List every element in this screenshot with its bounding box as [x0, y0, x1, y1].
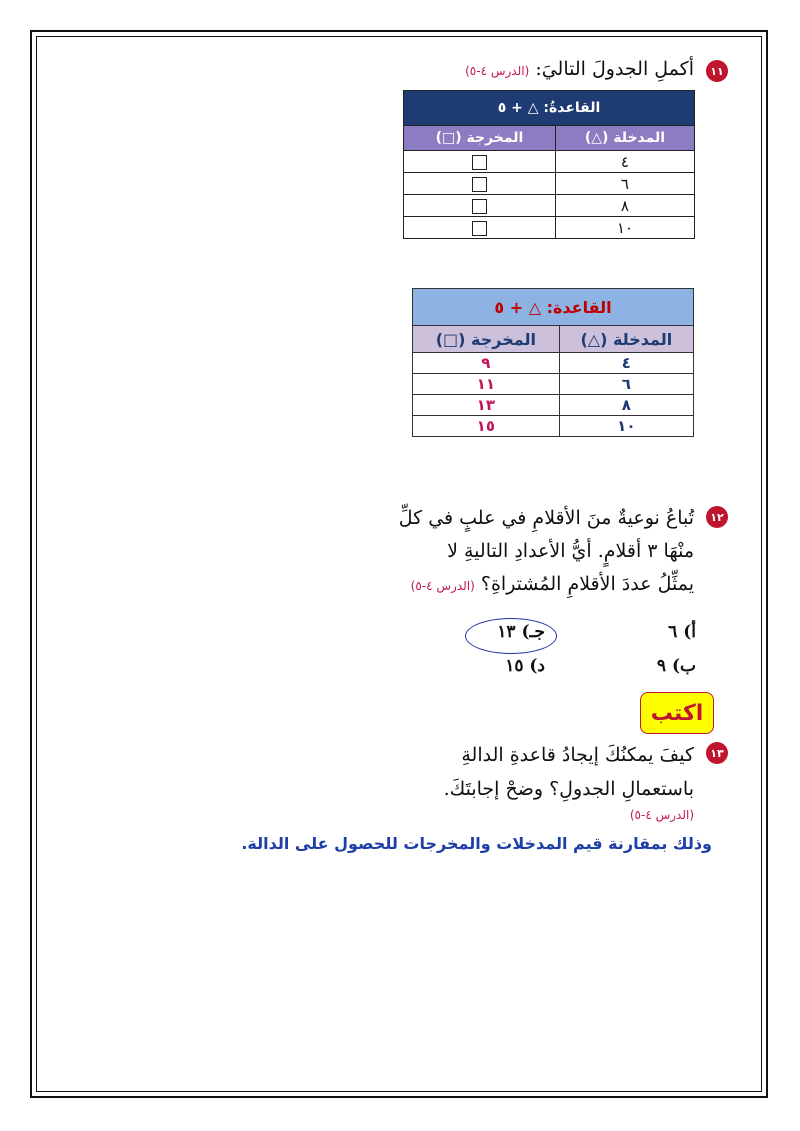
option-a[interactable]: أ) ٦ [668, 622, 696, 642]
scanned-input-cell: ١٠ [555, 217, 694, 239]
scanned-input-cell: ٤ [555, 151, 694, 173]
answer-input-cell: ١٠ [559, 416, 693, 437]
empty-square-icon [472, 155, 487, 170]
question-11-prompt [465, 58, 694, 80]
answer-output-cell: ١٣ [413, 395, 560, 416]
scanned-table-rule: القاعدةُ: △ + ٥ [404, 91, 695, 126]
question-12-line-1: تُباعُ نوعيةٌ منَ الأقلامِ في علبٍ في كلِّ [398, 507, 694, 529]
answer-output-cell: ١٥ [413, 416, 560, 437]
scanned-col-output: المخرجة (□) [404, 126, 556, 151]
table-row [413, 416, 694, 437]
scanned-function-table [403, 90, 695, 239]
question-13-line-1: كيفَ يمكنُكَ إيجادُ قاعدةِ الدالةِ [461, 744, 694, 766]
question-13-lesson: (الدرس ٤-٥) [629, 808, 694, 822]
answer-table-rule: القاعدة: △ + ٥ [413, 289, 694, 326]
question-11-text: أكملِ الجدولَ التاليَ: [535, 58, 694, 80]
question-12-lesson: (الدرس ٤-٥) [410, 579, 475, 593]
empty-square-icon [472, 177, 487, 192]
answer-output-cell: ٩ [413, 353, 560, 374]
answer-col-input: المدخلة (△) [559, 326, 693, 353]
answer-input-cell: ٦ [559, 374, 693, 395]
table-row [413, 374, 694, 395]
answer-input-cell: ٨ [559, 395, 693, 416]
question-12-line-3-wrap [399, 568, 694, 603]
answer-function-table [412, 288, 694, 437]
answer-col-output: المخرجة (□) [413, 326, 560, 353]
option-c[interactable]: جـ) ١٣ [497, 622, 545, 642]
question-11-badge: ١١ [706, 60, 728, 82]
table-row [413, 353, 694, 374]
question-12-line-3: يمثِّلُ عددَ الأقلامِ المُشتراةِ؟ [480, 573, 694, 595]
question-13-line-2: باستعمالِ الجدولِ؟ وضحْ إجابتَكَ. [443, 778, 694, 800]
question-12-prompt [399, 502, 694, 603]
table-row [413, 395, 694, 416]
empty-output-cell [404, 173, 556, 195]
question-12-badge: ١٢ [706, 506, 728, 528]
answer-text: وذلك بمقارنة قيم المدخلات والمخرجات للحصول على الدالة. [241, 834, 712, 853]
option-d[interactable]: د) ١٥ [505, 656, 545, 676]
option-b[interactable]: ب) ٩ [656, 656, 696, 676]
empty-square-icon [472, 199, 487, 214]
answer-input-cell: ٤ [559, 353, 693, 374]
scanned-input-cell: ٦ [555, 173, 694, 195]
answer-output-cell: ١١ [413, 374, 560, 395]
scanned-input-cell: ٨ [555, 195, 694, 217]
question-13-prompt [444, 738, 694, 824]
scanned-col-input: المدخلة (△) [555, 126, 694, 151]
empty-output-cell [404, 151, 556, 173]
empty-output-cell [404, 195, 556, 217]
empty-square-icon [472, 221, 487, 236]
question-12-line-2: منْهَا ٣ أقلامٍ. أيُّ الأعدادِ التاليةِ لا [447, 540, 694, 562]
write-label-box: اكتب [640, 692, 714, 734]
question-13-badge: ١٣ [706, 742, 728, 764]
question-11-lesson: (الدرس ٤-٥) [465, 64, 530, 78]
empty-output-cell [404, 217, 556, 239]
